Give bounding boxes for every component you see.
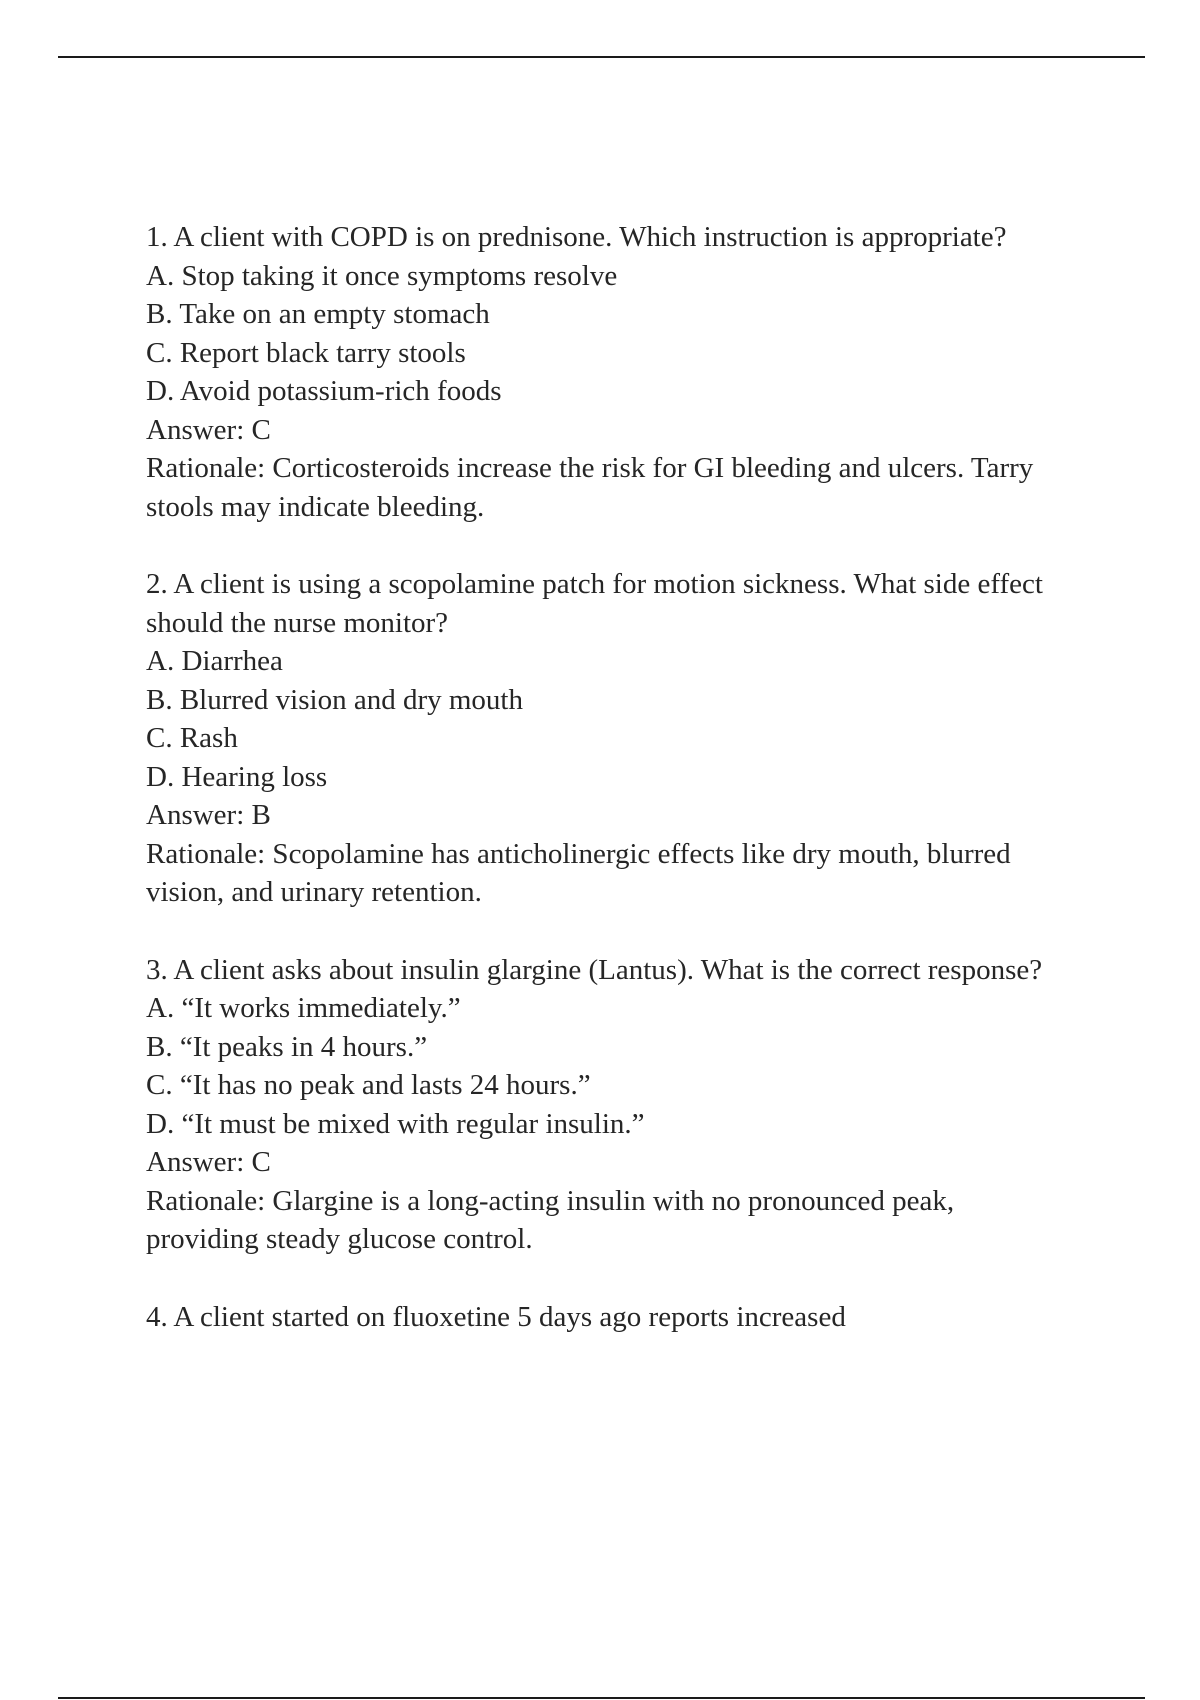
question-4 <box>146 1298 1046 1337</box>
answer-line: Answer: C <box>146 413 271 446</box>
answer-line: Answer: B <box>146 799 271 831</box>
rationale-text: Rationale: Scopolamine has anticholinergic effects like dry mouth, blurred vision, and urinary retention. <box>146 837 1011 908</box>
option-a: A. Diarrhea <box>146 645 283 677</box>
question-stem: 4. A client started on fluoxetine 5 days ago reports increased <box>146 1300 846 1333</box>
header-rule <box>58 56 1145 58</box>
option-a: A. Stop taking it once symptoms resolve <box>146 259 618 292</box>
rationale-text: Rationale: Corticosteroids increase the risk for GI bleeding and ulcers. Tarry stools may indicate bleeding. <box>146 452 1034 523</box>
option-c: C. Report black tarry stools <box>146 336 466 369</box>
option-b: B. Take on an empty stomach <box>146 298 490 330</box>
answer-options <box>146 257 1046 411</box>
option-d: D. “It must be mixed with regular insulin.” <box>146 1107 645 1140</box>
option-d: D. Hearing loss <box>146 760 328 793</box>
document-body <box>146 218 1046 1375</box>
question-stem: 2. A client is using a scopolamine patch for motion sickness. What side effect should the nurse monitor? <box>146 568 1043 639</box>
question-stem: 1. A client with COPD is on prednisone. Which instruction is appropriate? <box>146 221 1007 253</box>
option-d: D. Avoid potassium-rich foods <box>146 375 502 407</box>
question-1 <box>146 218 1046 526</box>
option-c: C. Rash <box>146 722 238 754</box>
option-b: B. Blurred vision and dry mouth <box>146 683 523 716</box>
question-2 <box>146 565 1046 912</box>
option-b: B. “It peaks in 4 hours.” <box>146 1030 428 1063</box>
answer-options <box>146 642 1046 796</box>
answer-line: Answer: C <box>146 1146 271 1178</box>
footer-rule <box>58 1697 1145 1699</box>
option-c: C. “It has no peak and lasts 24 hours.” <box>146 1069 591 1101</box>
answer-options <box>146 989 1046 1143</box>
option-a: A. “It works immediately.” <box>146 992 461 1024</box>
question-stem: 3. A client asks about insulin glargine (Lantus). What is the correct response? <box>146 953 1043 986</box>
question-3 <box>146 951 1046 1259</box>
rationale-text: Rationale: Glargine is a long-acting insulin with no pronounced peak, providing steady glucose control. <box>146 1184 955 1255</box>
